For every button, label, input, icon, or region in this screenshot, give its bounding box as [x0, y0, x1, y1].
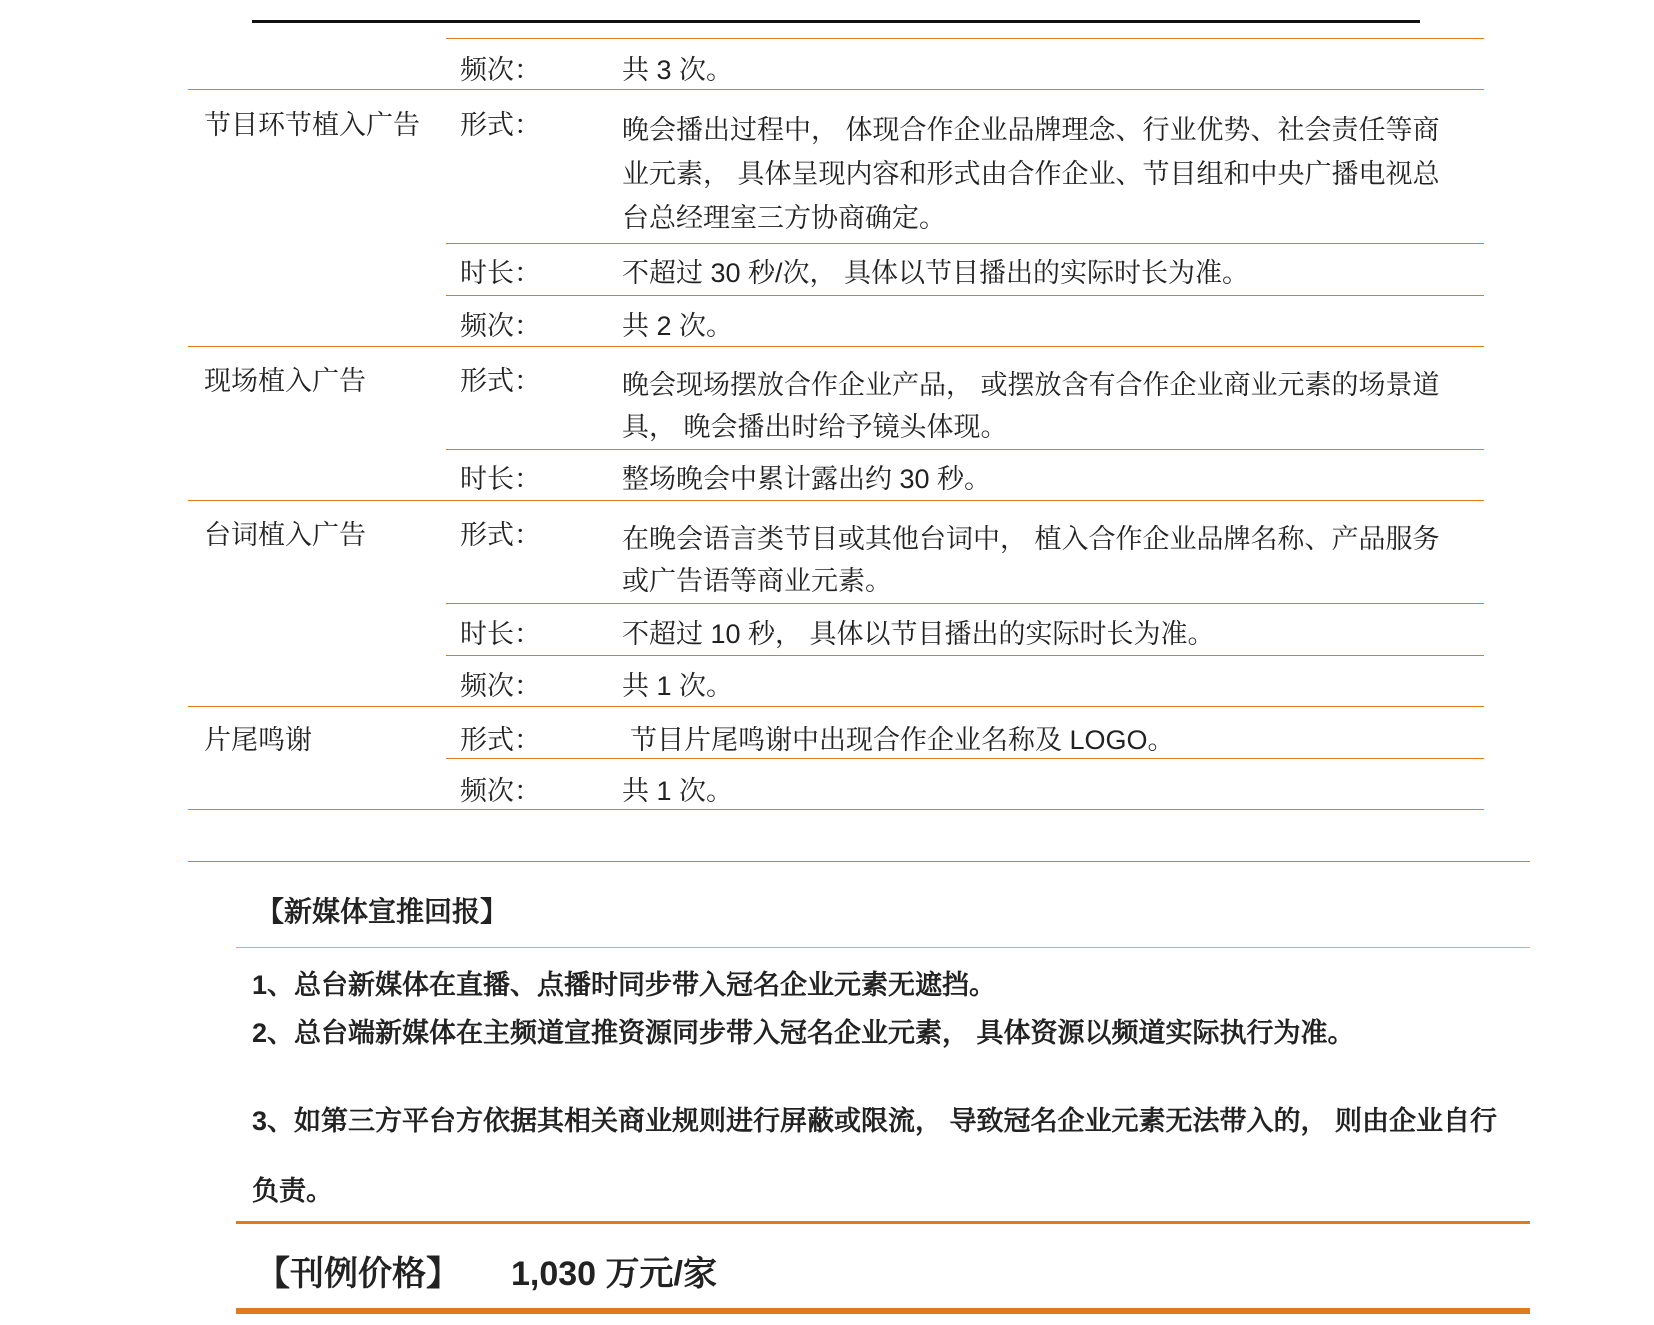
row-value: 不超过 10 秒， 具体以节目播出的实际时长为准。: [622, 619, 1215, 649]
new-media-title: 【新媒体宣推回报】: [256, 896, 509, 927]
new-media-item: 3、如第三方平台方依据其相关商业规则进行屏蔽或限流， 导致冠名企业元素无法带入的， 则由企业自行负责。: [252, 1106, 1498, 1206]
row-label: 频次：: [460, 55, 541, 85]
category-label: 节目环节植入广告: [204, 110, 420, 140]
section-rule: [236, 947, 1530, 948]
row-value: 共 1 次。: [622, 776, 734, 806]
row-value: 晚会现场摆放合作企业产品， 或摆放含有合作企业商业元素的场景道具， 晚会播出时给予镜头体现。: [622, 370, 1440, 442]
row-label: 频次：: [460, 311, 541, 341]
new-media-item: 2、总台端新媒体在主频道宣推资源同步带入冠名企业元素， 具体资源以频道实际执行为准。: [252, 1018, 1355, 1048]
price-rule-top: [236, 1221, 1530, 1224]
row-value: 晚会播出过程中， 体现合作企业品牌理念、行业优势、社会责任等商业元素， 具体呈现内容和形式由合作企业、节目组和中央广播电视总台总经理室三方协商确定。: [622, 115, 1440, 233]
price-value: 1,030 万元/家: [511, 1255, 717, 1293]
table-rule: [188, 89, 1484, 90]
category-label: 片尾鸣谢: [204, 725, 312, 755]
table-rule: [188, 809, 1484, 810]
section-rule: [188, 861, 1530, 862]
table-rule: [446, 295, 1484, 296]
table-rule: [446, 758, 1484, 759]
row-label: 形式：: [460, 520, 541, 550]
row-label: 频次：: [460, 776, 541, 806]
row-label: 频次：: [460, 671, 541, 701]
row-label: 时长：: [460, 464, 541, 494]
row-value: 节目片尾鸣谢中出现合作企业名称及 LOGO。: [630, 725, 1175, 755]
table-rule: [188, 346, 1484, 347]
category-label: 现场植入广告: [204, 366, 366, 396]
row-value: 共 2 次。: [622, 311, 734, 341]
row-label: 形式：: [460, 725, 541, 755]
row-value: 共 1 次。: [622, 671, 734, 701]
row-label: 形式：: [460, 110, 541, 140]
row-label: 时长：: [460, 619, 541, 649]
row-value: 整场晚会中累计露出约 30 秒。: [622, 464, 992, 494]
top-rule: [252, 20, 1420, 23]
table-rule: [446, 449, 1484, 450]
table-rule: [446, 38, 1484, 39]
table-rule: [446, 243, 1484, 244]
category-label: 台词植入广告: [204, 520, 366, 550]
row-value: 在晚会语言类节目或其他台词中， 植入合作企业品牌名称、产品服务或广告语等商业元素。: [622, 524, 1440, 596]
price-label: 【刊例价格】: [256, 1255, 460, 1293]
row-value: 共 3 次。: [622, 55, 734, 85]
table-rule: [188, 706, 1484, 707]
row-label: 形式：: [460, 366, 541, 396]
table-rule: [446, 655, 1484, 656]
table-rule: [446, 603, 1484, 604]
new-media-item: 1、总台新媒体在直播、点播时同步带入冠名企业元素无遮挡。: [252, 970, 997, 1000]
row-label: 时长：: [460, 258, 541, 288]
price-rule-bottom: [236, 1308, 1530, 1314]
row-value: 不超过 30 秒/次， 具体以节目播出的实际时长为准。: [622, 258, 1250, 288]
table-rule: [188, 500, 1484, 501]
